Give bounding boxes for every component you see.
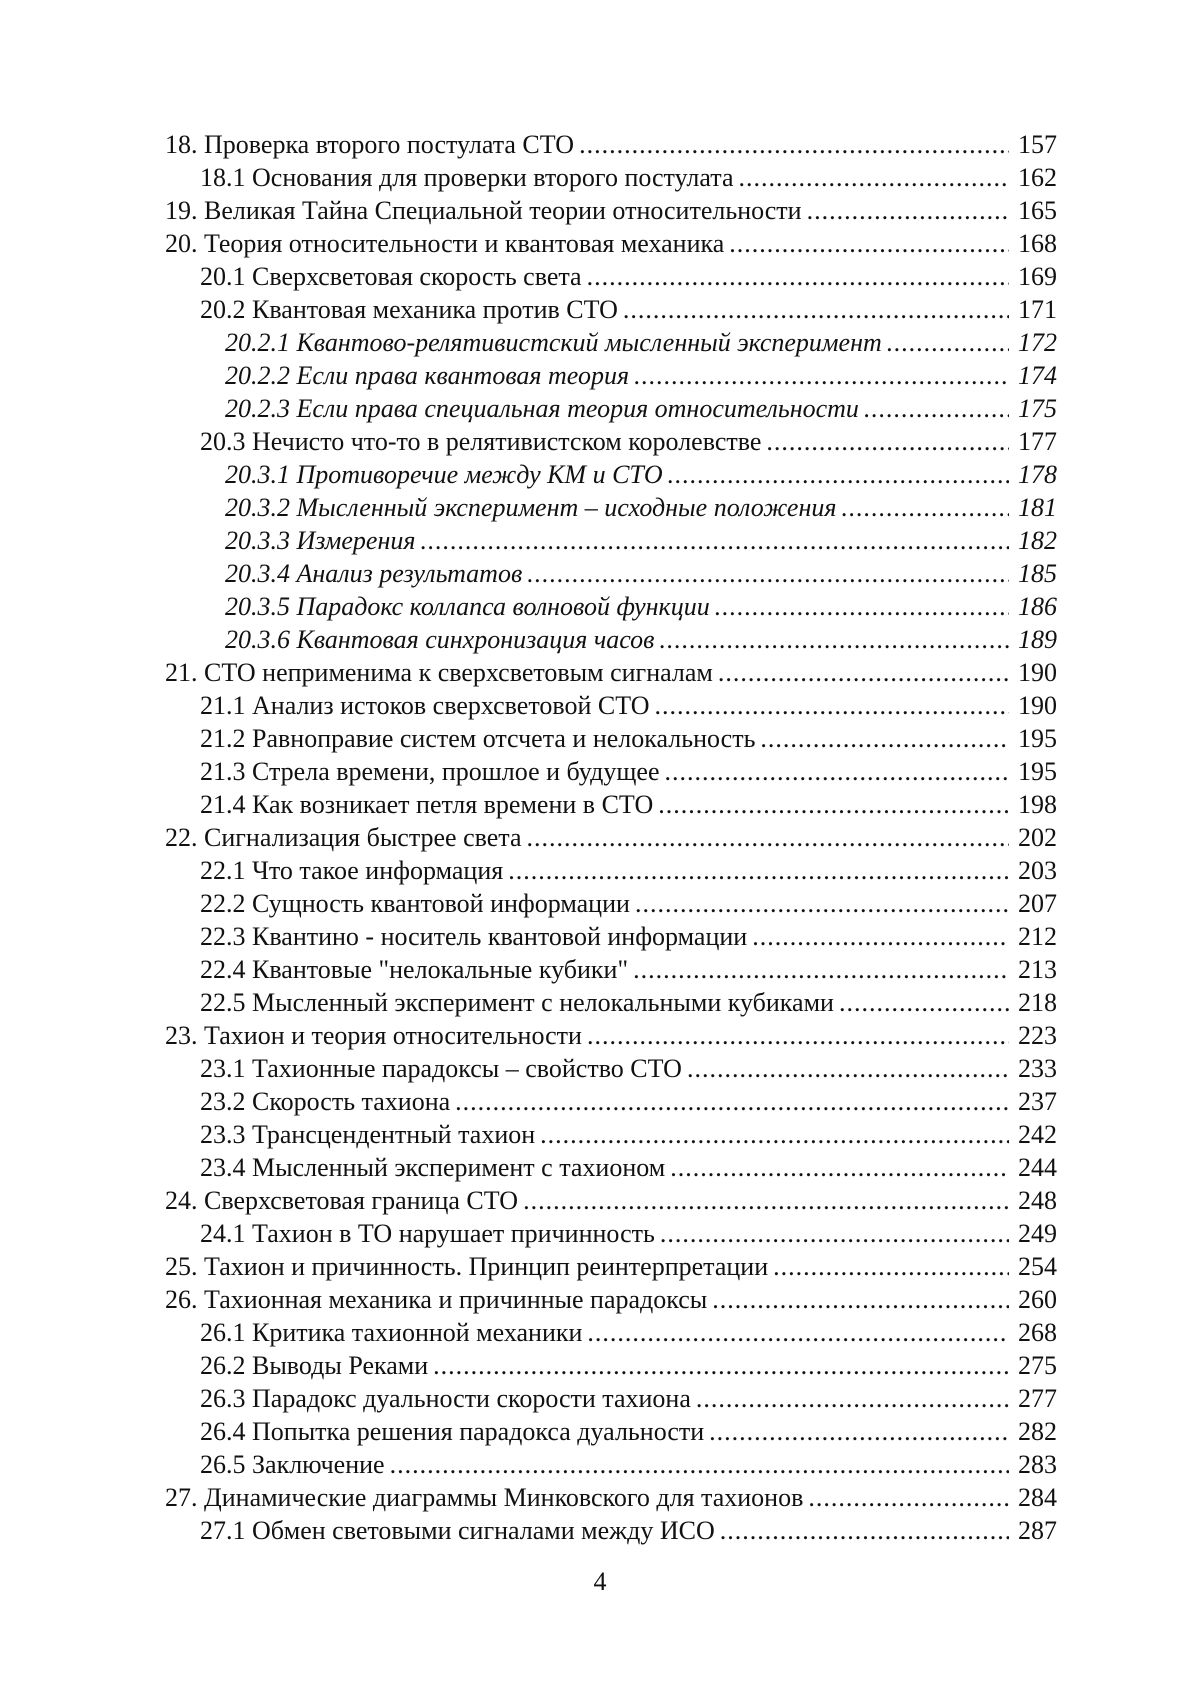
toc-entry-title: 23.2 Скорость тахиона	[200, 1087, 451, 1116]
toc-entry[interactable]	[165, 1184, 1057, 1217]
dot-leader	[579, 128, 1009, 161]
toc-entry[interactable]	[165, 1382, 1057, 1415]
toc-entry[interactable]	[165, 227, 1057, 260]
dot-leader	[709, 1415, 1009, 1448]
dot-leader	[839, 986, 1009, 1019]
toc-entry-page: 172	[1018, 328, 1057, 357]
dot-leader	[659, 623, 1009, 656]
toc-entry[interactable]	[165, 722, 1057, 755]
toc-entry-page: 212	[1018, 922, 1057, 951]
dot-leader	[807, 194, 1009, 227]
dot-leader	[455, 1085, 1009, 1118]
toc-entry-title: 22. Сигнализация быстрее света	[165, 823, 522, 852]
toc-entry-page: 275	[1018, 1351, 1057, 1380]
toc-entry-page: 249	[1018, 1219, 1057, 1248]
toc-entry[interactable]	[165, 821, 1057, 854]
dot-leader	[766, 425, 1009, 458]
dot-leader	[635, 887, 1009, 920]
toc-entry-page: 283	[1018, 1450, 1057, 1479]
dot-leader	[664, 755, 1009, 788]
toc-entry-page: 186	[1018, 592, 1057, 621]
toc-entry-page: 268	[1018, 1318, 1057, 1347]
toc-entry-title: 20.3.1 Противоречие между КМ и СТО	[225, 460, 663, 489]
dot-leader	[696, 1382, 1009, 1415]
toc-entry-title: 21.4 Как возникает петля времени в СТО	[200, 790, 654, 819]
toc-entry-page: 177	[1018, 427, 1057, 456]
toc-entry-page: 203	[1018, 856, 1057, 885]
dot-leader	[433, 1349, 1009, 1382]
toc-entry-page: 254	[1018, 1252, 1057, 1281]
toc-entry-title: 26.5 Заключение	[200, 1450, 385, 1479]
toc-entry-title: 20.2.3 Если права специальная теория относительности	[225, 394, 859, 423]
toc-entry-title: 25. Тахион и причинность. Принцип реинтерпретации	[165, 1252, 769, 1281]
toc-entry[interactable]	[165, 260, 1057, 293]
dot-leader	[715, 590, 1009, 623]
toc-entry-page: 171	[1018, 295, 1057, 324]
toc-entry[interactable]	[165, 491, 1057, 524]
toc-entry-page: 185	[1018, 559, 1057, 588]
toc-entry-title: 26. Тахионная механика и причинные парадоксы	[165, 1285, 708, 1314]
toc-entry-title: 21.1 Анализ истоков сверхсветовой СТО	[200, 691, 650, 720]
toc-entry[interactable]	[165, 425, 1057, 458]
toc-entry-title: 27.1 Обмен световыми сигналами между ИСО	[200, 1516, 715, 1545]
dot-leader	[712, 1283, 1009, 1316]
dot-leader	[670, 1151, 1009, 1184]
dot-leader	[420, 524, 1009, 557]
toc-entry-page: 182	[1018, 526, 1057, 555]
dot-leader	[718, 656, 1009, 689]
toc-entry-title: 24. Сверхсветовая граница СТО	[165, 1186, 519, 1215]
toc-entry-title: 26.3 Парадокс дуальности скорости тахиона	[200, 1384, 691, 1413]
dot-leader	[587, 1316, 1009, 1349]
toc-entry-page: 213	[1018, 955, 1057, 984]
toc-entry-page: 233	[1018, 1054, 1057, 1083]
toc-entry[interactable]	[165, 1283, 1057, 1316]
toc-entry[interactable]	[165, 623, 1057, 656]
toc-entry-title: 22.5 Мысленный эксперимент с нелокальными кубиками	[200, 988, 834, 1017]
toc-entry-title: 18. Проверка второго постулата СТО	[165, 130, 575, 159]
toc-entry[interactable]	[165, 1085, 1057, 1118]
toc-entry-page: 169	[1018, 262, 1057, 291]
toc-entry-page: 202	[1018, 823, 1057, 852]
toc-entry-title: 22.4 Квантовые "нелокальные кубики"	[200, 955, 629, 984]
table-of-contents	[165, 128, 1057, 1547]
toc-entry-page: 248	[1018, 1186, 1057, 1215]
dot-leader	[623, 293, 1009, 326]
toc-entry-title: 20.3.2 Мысленный эксперимент – исходные положения	[225, 493, 837, 522]
toc-entry-page: 157	[1018, 130, 1057, 159]
toc-entry-title: 21.3 Стрела времени, прошлое и будущее	[200, 757, 660, 786]
dot-leader	[729, 227, 1009, 260]
toc-entry-page: 174	[1018, 361, 1057, 390]
toc-entry-page: 244	[1018, 1153, 1057, 1182]
toc-entry-page: 190	[1018, 658, 1057, 687]
toc-entry-page: 223	[1018, 1021, 1057, 1050]
toc-entry-page: 198	[1018, 790, 1057, 819]
toc-entry-page: 242	[1018, 1120, 1057, 1149]
dot-leader	[658, 788, 1009, 821]
toc-entry-page: 168	[1018, 229, 1057, 258]
dot-leader	[660, 1217, 1009, 1250]
toc-entry-page: 175	[1018, 394, 1057, 423]
toc-entry-title: 20.2 Квантовая механика против СТО	[200, 295, 618, 324]
toc-entry-page: 195	[1018, 757, 1057, 786]
dot-leader	[540, 1118, 1009, 1151]
toc-entry[interactable]	[165, 755, 1057, 788]
toc-entry-page: 218	[1018, 988, 1057, 1017]
dot-leader	[508, 854, 1009, 887]
toc-entry-title: 23.1 Тахионные парадоксы – свойство СТО	[200, 1054, 682, 1083]
toc-entry[interactable]	[165, 392, 1057, 425]
toc-entry-page: 277	[1018, 1384, 1057, 1413]
toc-entry[interactable]	[165, 920, 1057, 953]
toc-entry-title: 21. СТО неприменима к сверхсветовым сигналам	[165, 658, 713, 687]
toc-entry[interactable]	[165, 194, 1057, 227]
toc-entry[interactable]	[165, 524, 1057, 557]
toc-entry-title: 23. Тахион и теория относительности	[165, 1021, 582, 1050]
toc-entry-title: 24.1 Тахион в ТО нарушает причинность	[200, 1219, 655, 1248]
toc-entry[interactable]	[165, 1514, 1057, 1547]
toc-entry-title: 23.4 Мысленный эксперимент с тахионом	[200, 1153, 666, 1182]
toc-entry[interactable]	[165, 656, 1057, 689]
toc-entry[interactable]	[165, 458, 1057, 491]
toc-entry-title: 18.1 Основания для проверки второго постулата	[200, 163, 734, 192]
toc-entry[interactable]	[165, 1052, 1057, 1085]
toc-entry-page: 195	[1018, 724, 1057, 753]
toc-entry[interactable]	[165, 590, 1057, 623]
dot-leader	[738, 161, 1009, 194]
toc-entry[interactable]	[165, 1118, 1057, 1151]
toc-entry[interactable]	[165, 887, 1057, 920]
toc-entry-title: 27. Динамические диаграммы Минковского для тахионов	[165, 1483, 804, 1512]
dot-leader	[587, 260, 1009, 293]
dot-leader	[808, 1481, 1009, 1514]
toc-entry[interactable]	[165, 326, 1057, 359]
dot-leader	[841, 491, 1009, 524]
toc-entry[interactable]	[165, 1349, 1057, 1382]
toc-entry-title: 20.2.2 Если права квантовая теория	[225, 361, 630, 390]
toc-entry-page: 287	[1018, 1516, 1057, 1545]
toc-entry[interactable]	[165, 1481, 1057, 1514]
toc-entry-page: 165	[1018, 196, 1057, 225]
toc-entry-page: 284	[1018, 1483, 1057, 1512]
toc-entry[interactable]	[165, 1316, 1057, 1349]
toc-entry[interactable]	[165, 1151, 1057, 1184]
toc-entry-title: 20.3.6 Квантовая синхронизация часов	[225, 625, 655, 654]
toc-entry[interactable]	[165, 1250, 1057, 1283]
toc-entry-page: 181	[1018, 493, 1057, 522]
toc-entry[interactable]	[165, 689, 1057, 722]
page-number: 4	[593, 1567, 607, 1596]
toc-entry-title: 20. Теория относительности и квантовая механика	[165, 229, 725, 258]
toc-entry-page: 282	[1018, 1417, 1057, 1446]
toc-entry[interactable]	[165, 161, 1057, 194]
toc-entry-title: 26.4 Попытка решения парадокса дуальности	[200, 1417, 705, 1446]
toc-entry-title: 26.1 Критика тахионной механики	[200, 1318, 583, 1347]
toc-entry-title: 26.2 Выводы Реками	[200, 1351, 429, 1380]
toc-entry-page: 237	[1018, 1087, 1057, 1116]
toc-entry-page: 190	[1018, 691, 1057, 720]
dot-leader	[864, 392, 1009, 425]
toc-entry-title: 23.3 Трансцендентный тахион	[200, 1120, 536, 1149]
toc-entry-title: 20.3 Нечисто что-то в релятивистском королевстве	[200, 427, 762, 456]
dot-leader	[887, 326, 1009, 359]
toc-entry-title: 22.2 Сущность квантовой информации	[200, 889, 630, 918]
toc-entry[interactable]	[165, 953, 1057, 986]
dot-leader	[773, 1250, 1009, 1283]
toc-entry-title: 19. Великая Тайна Специальной теории относительности	[165, 196, 802, 225]
dot-leader	[760, 722, 1009, 755]
dot-leader	[527, 557, 1009, 590]
toc-entry[interactable]	[165, 1019, 1057, 1052]
toc-entry-page: 189	[1018, 625, 1057, 654]
toc-entry[interactable]	[165, 359, 1057, 392]
toc-entry-title: 20.2.1 Квантово-релятивистский мысленный эксперимент	[225, 328, 882, 357]
toc-entry-title: 20.3.5 Парадокс коллапса волновой функции	[225, 592, 710, 621]
toc-entry[interactable]	[165, 557, 1057, 590]
toc-entry[interactable]	[165, 788, 1057, 821]
toc-entry-title: 21.2 Равноправие систем отсчета и нелокальность	[200, 724, 756, 753]
toc-entry[interactable]	[165, 293, 1057, 326]
dot-leader	[752, 920, 1009, 953]
dot-leader	[523, 1184, 1009, 1217]
toc-entry-title: 22.1 Что такое информация	[200, 856, 504, 885]
toc-entry-page: 207	[1018, 889, 1057, 918]
dot-leader	[634, 359, 1009, 392]
dot-leader	[633, 953, 1009, 986]
toc-entry-page: 162	[1018, 163, 1057, 192]
toc-entry-title: 20.3.4 Анализ результатов	[225, 559, 523, 588]
dot-leader	[720, 1514, 1009, 1547]
dot-leader	[587, 1019, 1009, 1052]
toc-entry[interactable]	[165, 1415, 1057, 1448]
toc-entry[interactable]	[165, 854, 1057, 887]
toc-entry-title: 22.3 Квантино - носитель квантовой информации	[200, 922, 748, 951]
dot-leader	[687, 1052, 1009, 1085]
toc-entry[interactable]	[165, 128, 1057, 161]
dot-leader	[668, 458, 1009, 491]
toc-entry[interactable]	[165, 986, 1057, 1019]
toc-entry[interactable]	[165, 1448, 1057, 1481]
toc-entry[interactable]	[165, 1217, 1057, 1250]
toc-entry-page: 178	[1018, 460, 1057, 489]
dot-leader	[527, 821, 1009, 854]
toc-entry-title: 20.3.3 Измерения	[225, 526, 416, 555]
dot-leader	[390, 1448, 1009, 1481]
toc-entry-title: 20.1 Сверхсветовая скорость света	[200, 262, 582, 291]
dot-leader	[655, 689, 1009, 722]
toc-entry-page: 260	[1018, 1285, 1057, 1314]
